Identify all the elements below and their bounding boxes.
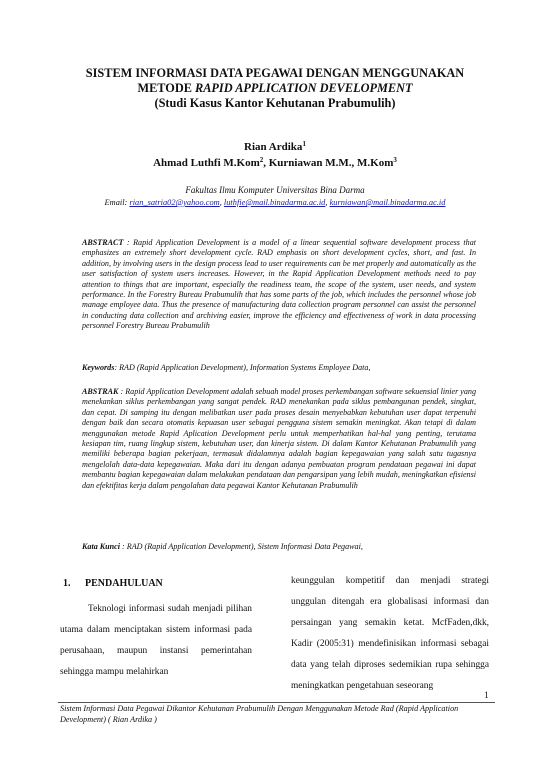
keywords-en-text: : RAD (Rapid Application Development), Information Systems Employee Data, [114, 363, 371, 372]
keywords-indonesian [82, 542, 476, 552]
title-line-2-italic: RAPID APPLICATION DEVELOPMENT [195, 81, 413, 95]
section-title: PENDAHULUAN [85, 578, 163, 589]
author-separator: , [263, 157, 269, 169]
title-line-3: (Studi Kasus Kantor Kehutanan Prabumulih) [154, 96, 396, 110]
abstract-english [82, 238, 476, 332]
email-line [0, 198, 550, 207]
email-link-2[interactable]: luthfie@mail.binadarma.ac.id [223, 198, 326, 207]
email-link-1[interactable]: rian_satria02@yahoo.com [129, 198, 220, 207]
abstract-id-label: ABSTRAK [82, 387, 119, 396]
email-label: Email: [104, 198, 128, 207]
author1-sup: 1 [302, 140, 306, 148]
keywords-id-label: Kata Kunci [82, 542, 121, 551]
email-separator: , [325, 198, 330, 207]
section-heading [63, 578, 163, 589]
email-link-3[interactable]: kurniawan@mail.binadarma.ac.id [329, 198, 446, 207]
paper-title [40, 66, 510, 111]
section-number: 1. [63, 578, 71, 589]
abstract-en-label: ABSTRACT [82, 238, 124, 247]
author2-name: Ahmad Luthfi M.Kom [153, 157, 260, 169]
abstract-id-text: : Rapid Application Development adalah sebuah model proses perkembangan software sekuensial linier yang menekankan siklus perkembangan yang sangat pendek. RAD menekankan pada siklus pembangunan pendek, singkat, dan cepat. Di samping itu dengan melibatkan user pada proses desain menyebabkan kebutuhan user dapat terpenuhi dengan baik dan secara otomatis kepuasan user sebagai pengguna sistem semakin meningkat. Akan tetapi di dalam menggunakan metode Rapid Aplication Development perlu untuk memperhatikan hal-hal yang penting, terutama kesiapan tim, ruang lingkup sistem, kebutuhan user, dan kinerja sistem. Di dalam Kantor Kehutanan Prabumulih yang memiliki beberapa bagian pekerjaan, termasuk didalamnya adalah bagian kepegawaian yang salah satu tugasnya mengelolah data-data kepegawaian. Maka dari itu dengan adanya pembuatan program pendataan pegawai ini dapat membantu bagian kepegawaian dalam melakukan pendataan dan pengarsipan yang lebih mudah, meningkatkan efisiensi dan efektifitas kerja dalam pengolahan data pegawai Kantor Kehutanan Prabumulih [82, 387, 476, 490]
author1-name: Rian Ardika [244, 141, 303, 153]
page-footer: Sistem Informasi Data Pegawai Dikantor Kehutanan Prabumulih Dengan Menggunakan Metode Rad (Rapid Application Development) ( Rian Ardika ) [60, 704, 459, 724]
footer-divider [58, 702, 495, 703]
author-primary [0, 141, 550, 153]
abstract-indonesian [82, 387, 476, 491]
keywords-english [82, 363, 476, 373]
author2-sup: 2 [259, 156, 264, 164]
body-column-left: Teknologi informasi sudah menjadi pilihan utama dalam menciptakan sistem informasi pada perusahaan, maupun instansi pemerintahan sehingga mampu melahirkan [60, 604, 252, 677]
body-column-right: keunggulan kompetitif dan menjadi strategi unggulan ditengah era globalisasi informasi dan persaingan yang semakin ketat. McfFaden,dkk, Kadir (2005:31) mendefinisikan informasi sebagai data yang telah diproses sedemikian rupa sehingga meningkatkan pengetahuan seseorang [291, 576, 489, 691]
author-co-authors [0, 157, 550, 169]
title-line-1: SISTEM INFORMASI DATA PEGAWAI DENGAN MENGGUNAKAN [85, 66, 465, 80]
author3-name: Kurniawan M.M., M.Kom [268, 157, 394, 169]
keywords-id-text: : RAD (Rapid Application Development), Sistem Informasi Data Pegawai, [122, 542, 363, 551]
abstract-en-text: : Rapid Application Development is a model of a linear sequential software development process that emphasizes an extremely short development cycle. RAD emphasis on short development cycles, short, and fast. In addition, by involving users in the design process lead to user requirements can be met properly and automatically as the user satisfaction of system users increases. However, in the Rapid Application Development methods need to pay attention to things that are important, especially the readiness team, the scope of the system, user needs, and system performance. In the Forestry Bureau Prabumulih that has some parts of the job, which includes the personnel whose job manage employee data. Thus the presence of manufacturing data collection program personnel can assist the personnel in conducting data collection and archiving easier, improve the efficiency and effectiveness of work in data processing personnel Forestry Bureau Prabumulih [82, 238, 477, 331]
author3-sup: 3 [393, 156, 397, 164]
affiliation: Fakultas Ilmu Komputer Universitas Bina Darma [185, 185, 365, 195]
keywords-en-label: Keywords [82, 363, 115, 372]
title-line-2 [40, 81, 510, 96]
email-separator: , [219, 198, 224, 207]
page-number: 1 [484, 691, 489, 701]
title-line-2-prefix: METODE [137, 81, 192, 95]
